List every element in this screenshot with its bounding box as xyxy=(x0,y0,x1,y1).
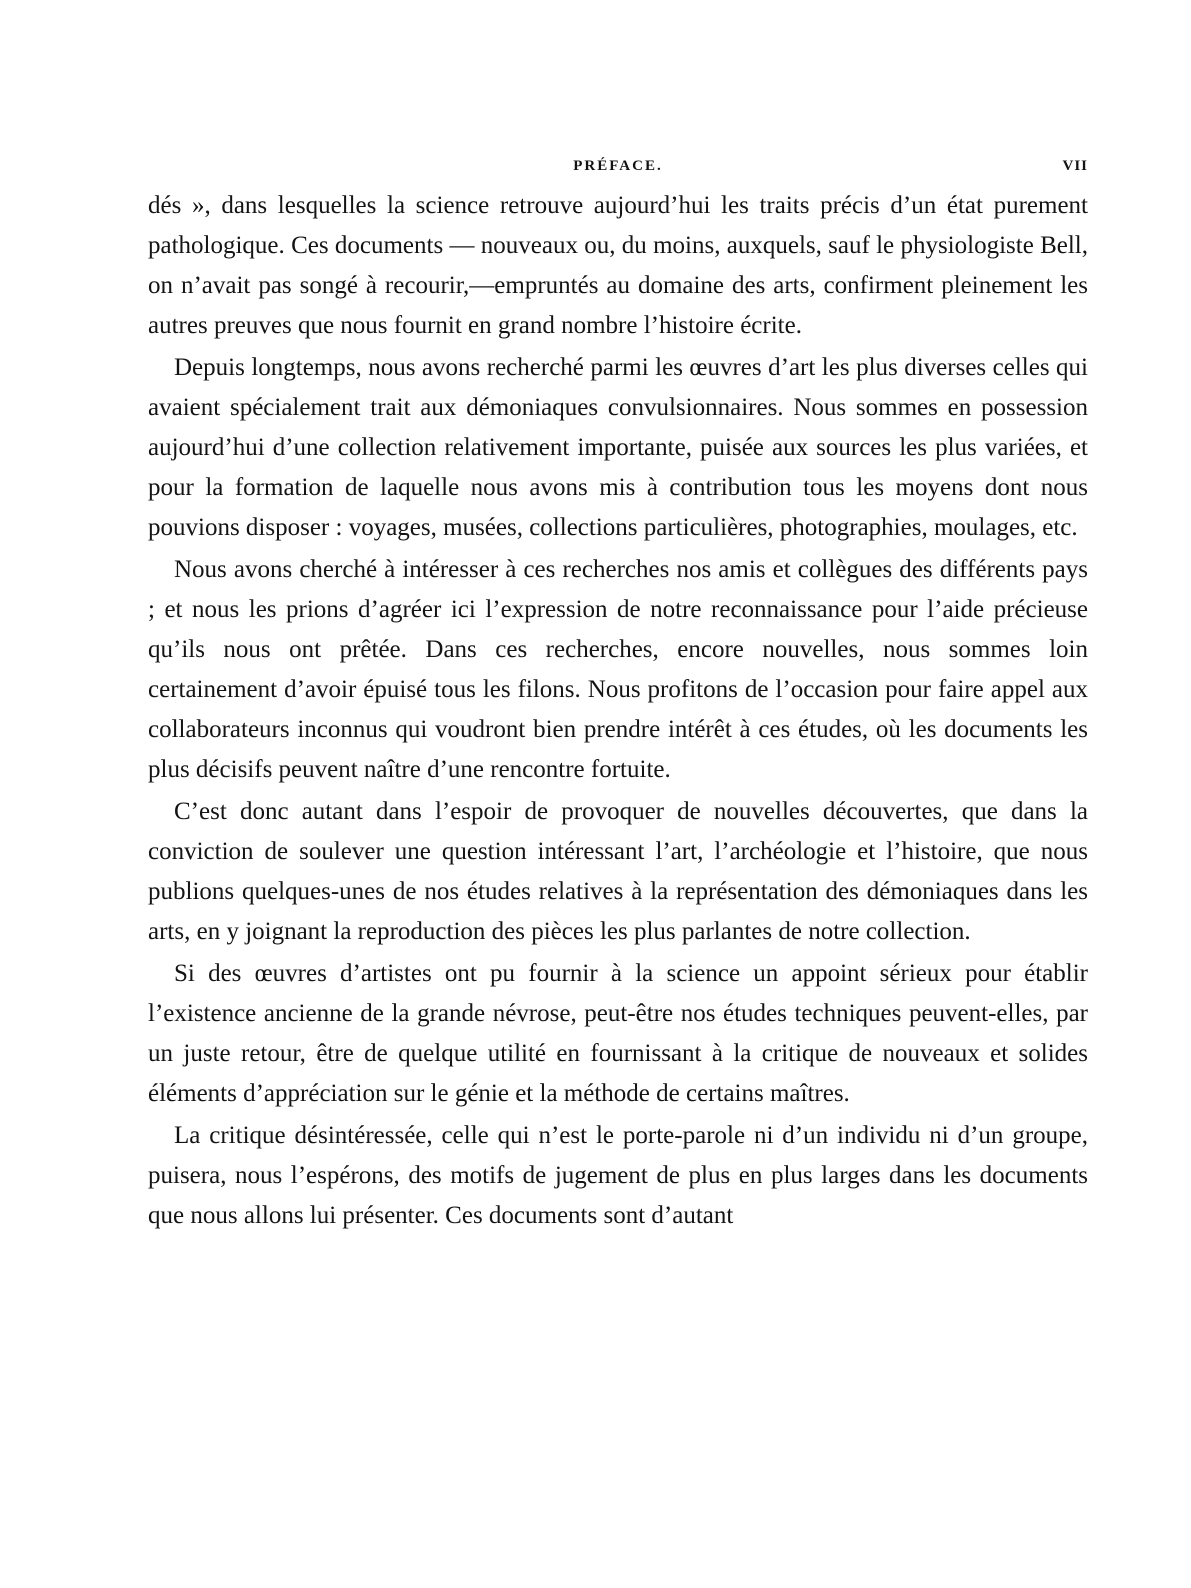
paragraph: Depuis longtemps, nous avons recherché parmi les œuvres d’art les plus diverses celles qui avaient spécialement trait aux démoniaques convulsionnaires. Nous sommes en possession aujourd’hui d’une collection relativement importante, puisée aux sources les plus variées, et pour la formation de laquelle nous avons mis à contribution tous les moyens dont nous pouvions disposer : voyages, musées, collections particulières, photographies, moulages, etc. xyxy=(148,354,1088,541)
book-page xyxy=(148,150,1088,1238)
running-head xyxy=(148,150,1088,186)
paragraph: Nous avons cherché à intéresser à ces recherches nos amis et collègues des différents pays ; et nous les prions d’agréer ici l’expression de notre reconnaissance pour l’aide précieuse qu’ils nous ont prêtée. Dans ces recherches, encore nouvelles, nous sommes loin certainement d’avoir épuisé tous les filons. Nous profitons de l’occasion pour faire appel aux collaborateurs inconnus qui voudront bien prendre intérêt à ces études, où les documents les plus décisifs peuvent naître d’une rencontre fortuite. xyxy=(148,556,1088,783)
paragraph: La critique désintéressée, celle qui n’est le porte-parole ni d’un individu ni d’un groupe, puisera, nous l’espérons, des motifs de jugement de plus en plus larges dans les documents que nous allons lui présenter. Ces documents sont d’autant xyxy=(148,1122,1088,1229)
body-text xyxy=(148,186,1088,1236)
running-title: PRÉFACE. xyxy=(573,158,663,174)
page-number: VII xyxy=(1062,158,1088,174)
paragraph: C’est donc autant dans l’espoir de provoquer de nouvelles découvertes, que dans la conviction de soulever une question intéressant l’art, l’archéologie et l’histoire, que nous publions quelques-unes de nos études relatives à la représentation des démoniaques dans les arts, en y joignant la reproduction des pièces les plus parlantes de notre collection. xyxy=(148,798,1088,945)
paragraph-continued: dés », dans lesquelles la science retrouve aujourd’hui les traits précis d’un état purement pathologique. Ces documents — nouveaux ou, du moins, auxquels, sauf le physiologiste Bell, on n’avait pas songé à recourir,—empruntés au domaine des arts, confirment pleinement les autres preuves que nous fournit en grand nombre l’histoire écrite. xyxy=(148,192,1088,339)
paragraph: Si des œuvres d’artistes ont pu fournir à la science un appoint sérieux pour établir l’existence ancienne de la grande névrose, peut-être nos études techniques peuvent-elles, par un juste retour, être de quelque utilité en fournissant à la critique de nouveaux et solides éléments d’appréciation sur le génie et la méthode de certains maîtres. xyxy=(148,960,1088,1107)
